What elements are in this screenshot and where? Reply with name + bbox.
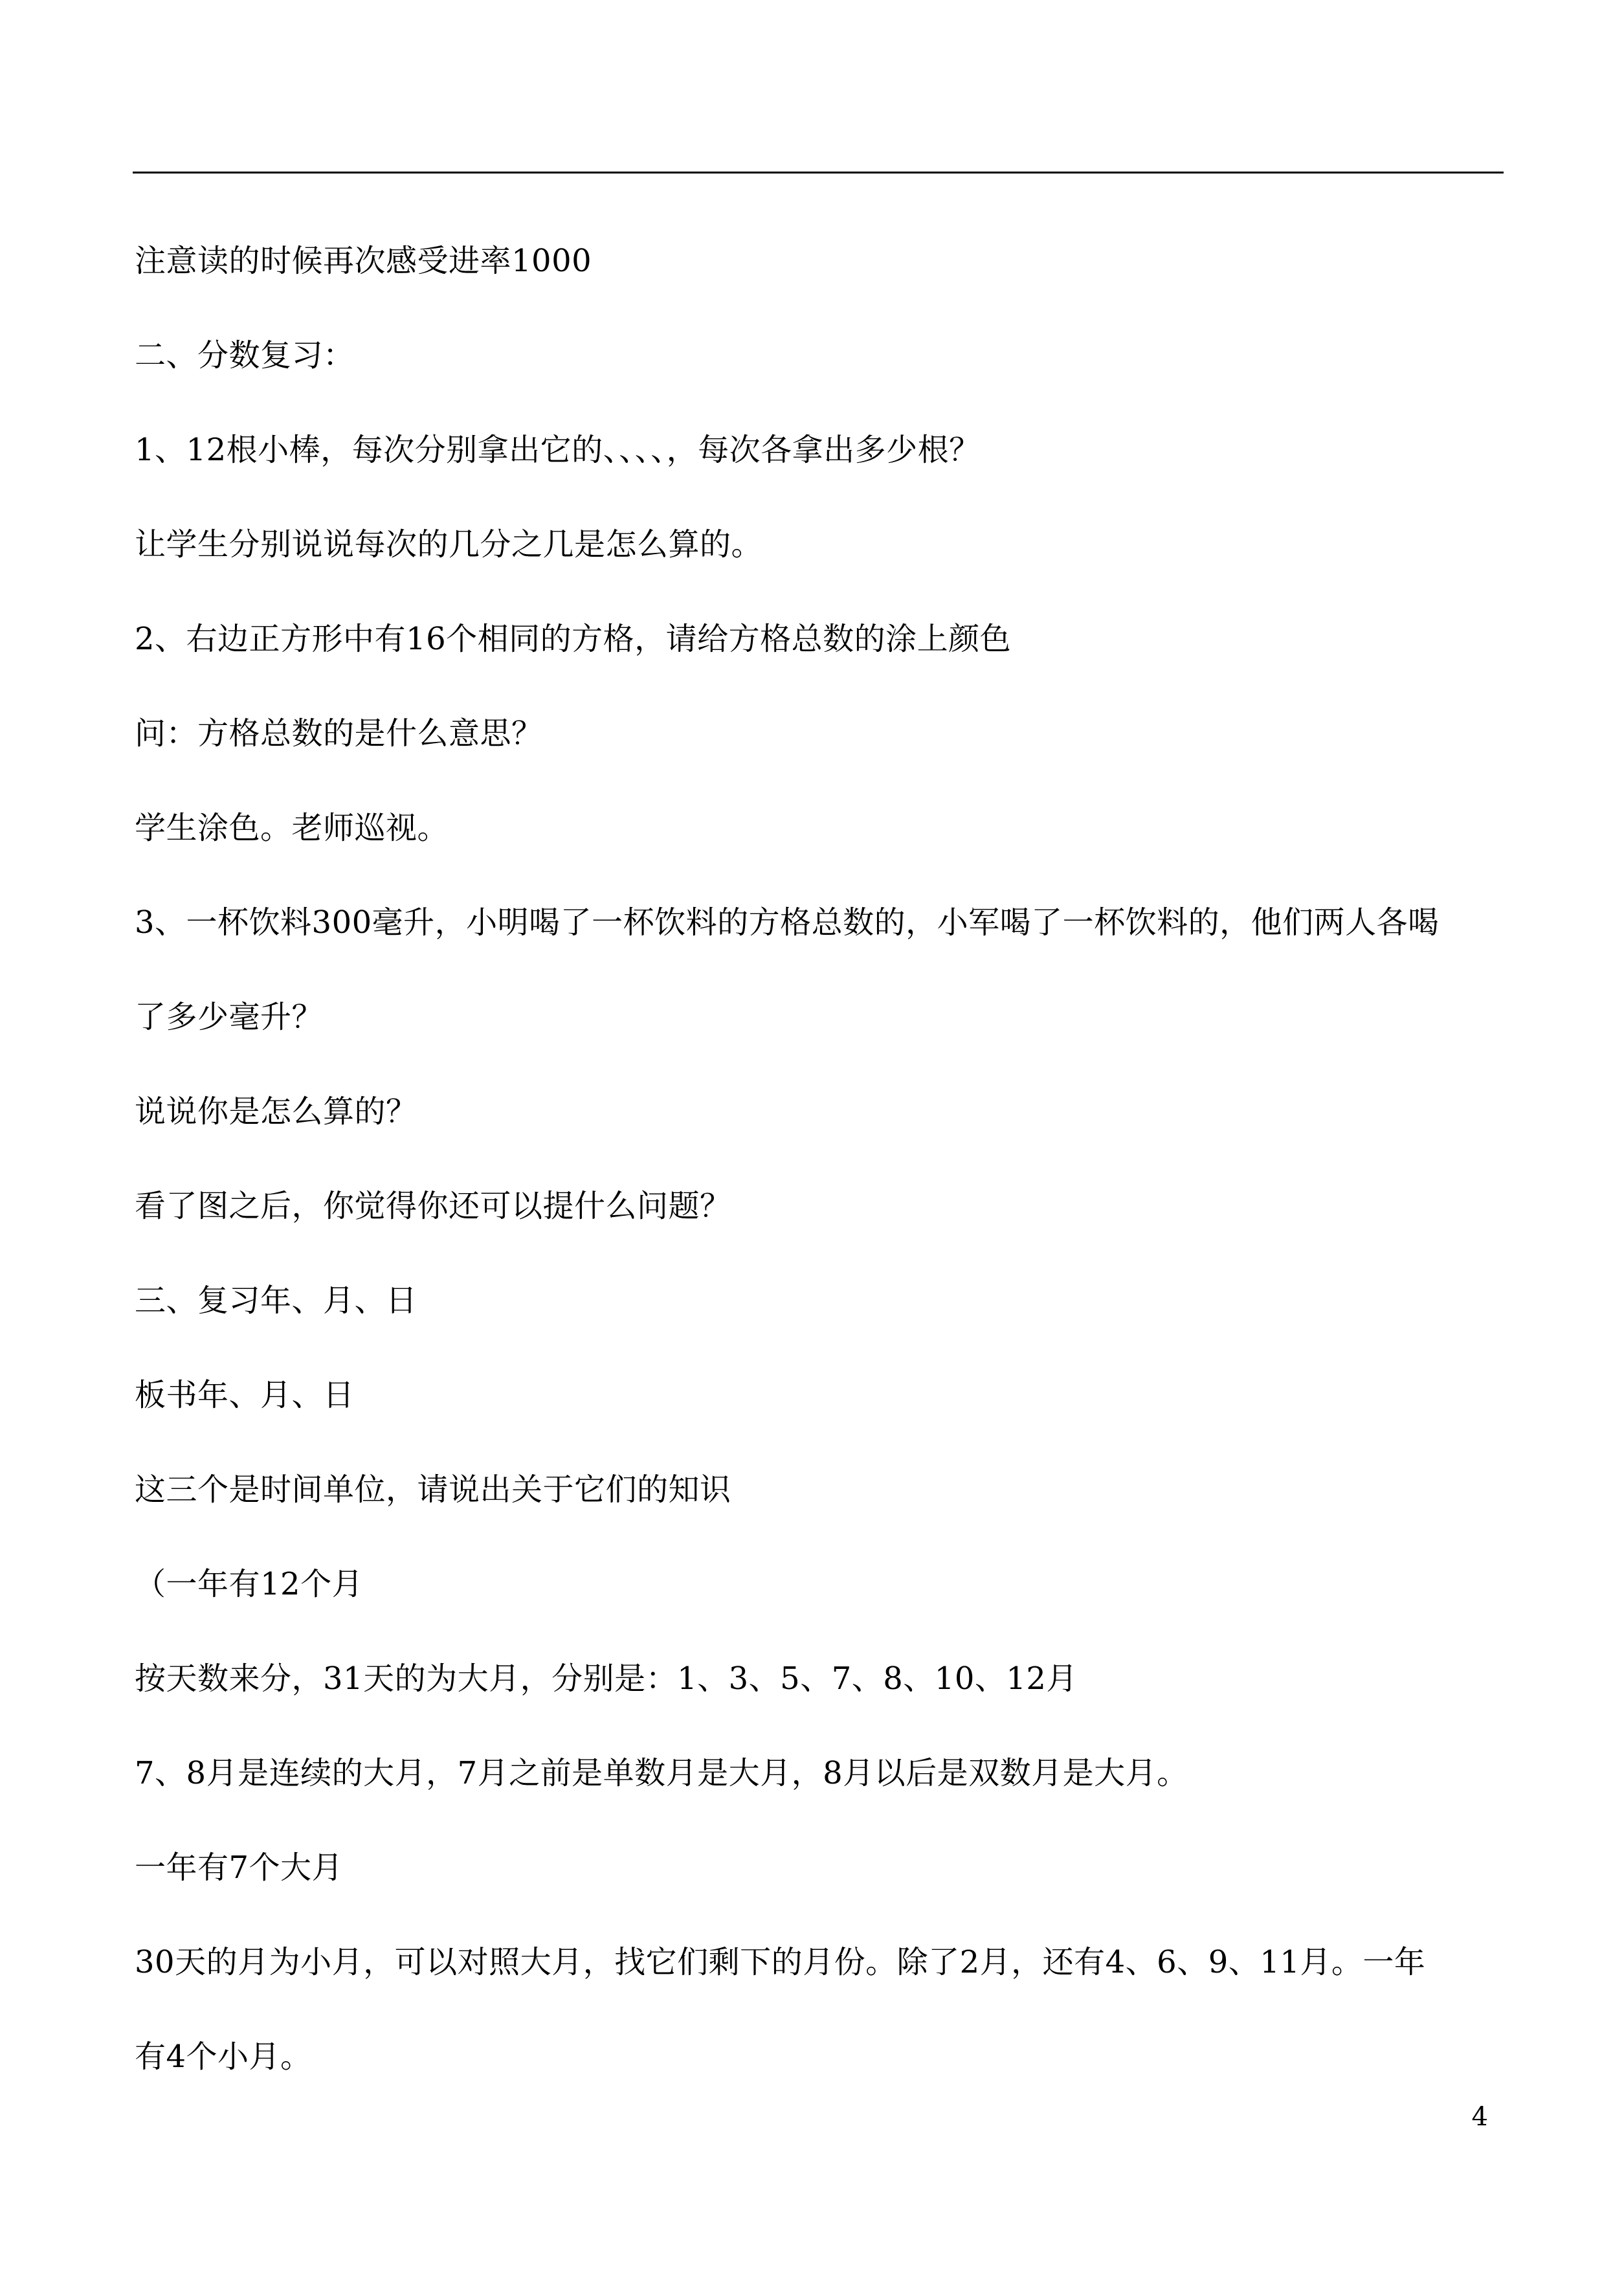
header-rule xyxy=(133,172,1504,173)
text-line: 注意读的时候再次感受进率1000 xyxy=(135,243,592,279)
text-line: 让学生分别说说每次的几分之几是怎么算的。 xyxy=(135,526,763,563)
text-line: 了多少毫升？ xyxy=(135,999,324,1035)
document-body xyxy=(135,214,1507,2104)
text-line: 板书年、月、日 xyxy=(135,1377,355,1413)
text-line: 2、右边正方形中有16个相同的方格，请给方格总数的涂上颜色 xyxy=(135,621,1012,657)
text-line: 学生涂色。老师巡视。 xyxy=(135,810,449,846)
text-line: 7、8月是连续的大月，7月之前是单数月是大月，8月以后是双数月是大月。 xyxy=(135,1755,1188,1791)
text-line: 1、12根小棒，每次分别拿出它的、、、、，每次各拿出多少根？ xyxy=(135,432,981,468)
text-line: 3、一杯饮料300毫升，小明喝了一杯饮料的方格总数的，小军喝了一杯饮料的，他们两人各喝 xyxy=(135,904,1440,941)
section-heading: 二、分数复习： xyxy=(135,337,355,374)
section-heading: 三、复习年、月、日 xyxy=(135,1282,417,1319)
text-line: 按天数来分，31天的为大月，分别是：1、3、5、7、8、10、12月 xyxy=(135,1661,1078,1697)
text-line: 一年有7个大月 xyxy=(135,1850,344,1886)
text-line: 30天的月为小月，可以对照大月，找它们剩下的月份。除了2月，还有4、6、9、11月。一年 xyxy=(135,1944,1426,1980)
text-line: 这三个是时间单位，请说出关于它们的知识 xyxy=(135,1471,731,1508)
text-line: 说说你是怎么算的？ xyxy=(135,1093,417,1130)
text-line: 问：方格总数的是什么意思？ xyxy=(135,715,543,752)
text-line: 看了图之后，你觉得你还可以提什么问题？ xyxy=(135,1188,731,1224)
text-line: （一年有12个月 xyxy=(135,1566,364,1602)
page-number: 4 xyxy=(1471,2102,1488,2132)
text-line: 有4个小月。 xyxy=(135,2039,312,2075)
